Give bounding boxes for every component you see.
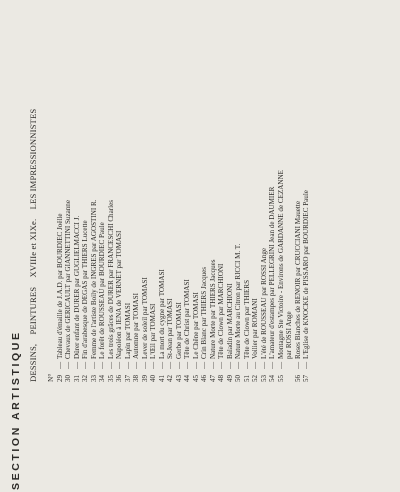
- list-item: [243, 10, 252, 382]
- item-text: Le forêt de ROUSSEAU par BOURDIEC Paule: [98, 222, 106, 359]
- item-text: Montagne Ste Victoire - Environs de GARDANNE de CEZANNE: [276, 170, 285, 359]
- item-dash: —: [149, 361, 157, 369]
- item-text: Le Chêne par TOMASI: [191, 292, 200, 359]
- item-dash: —: [64, 361, 72, 369]
- item-text: L'été de ROUSSEAU par ROSSI Ange: [259, 247, 268, 359]
- item-text: Lever de soleil par TOMASI: [140, 277, 149, 359]
- list-item: [260, 10, 269, 382]
- section-label: SECTION ARTISTIQUE: [10, 330, 22, 490]
- item-dash: —: [98, 361, 106, 369]
- list-item: [234, 10, 243, 382]
- header-dessins: DESSINS,: [28, 343, 38, 382]
- item-number: 30: [64, 374, 72, 382]
- item-dash: —: [174, 361, 183, 369]
- item-dash: —: [242, 361, 251, 369]
- item-number: 41: [157, 374, 166, 382]
- item-number: 55: [276, 374, 285, 382]
- item-number: 33: [89, 374, 98, 382]
- item-text: Nature Morte au Citron par RICCI M. T.: [234, 243, 242, 359]
- item-number: 39: [140, 374, 149, 382]
- item-dash: —: [55, 361, 64, 369]
- list-item: [90, 10, 99, 382]
- list-item: [302, 10, 311, 382]
- item-number: 34: [98, 374, 106, 382]
- item-dash: —: [200, 361, 208, 369]
- item-dash: —: [276, 361, 285, 369]
- item-dash: —: [72, 361, 81, 369]
- item-number: 44: [183, 374, 191, 382]
- header-peintures: PEINTURES: [28, 286, 38, 335]
- item-text: Chevaux de GERICAULT par GIANNETTINI Suzanne: [64, 200, 72, 359]
- list-item: [64, 10, 73, 382]
- list-item: [56, 10, 65, 382]
- item-number: 48: [217, 374, 225, 382]
- item-text: La mort du cygne par TOMASI: [157, 269, 166, 359]
- item-text: Lapin par TOMASI: [123, 302, 132, 359]
- list-item: [115, 10, 124, 382]
- list-item: [294, 10, 303, 382]
- item-dash: —: [166, 361, 174, 369]
- item-dash: —: [89, 361, 98, 369]
- item-text: Femme de l'artiste Boily de INGRES par AGOSTINI R.: [89, 199, 98, 359]
- item-text: Fin d'arabesque de DEGAS par THIERS Lucette: [81, 220, 89, 359]
- item-dash: —: [157, 361, 166, 369]
- item-number: 52: [251, 374, 259, 382]
- item-text: par ROSSI Ange: [285, 311, 293, 359]
- item-dash: —: [191, 361, 200, 369]
- list-item: [124, 10, 133, 382]
- list-item: [73, 10, 82, 382]
- list-item: [81, 10, 90, 382]
- item-text: St-Jean par TOMASI: [166, 298, 174, 359]
- item-dash: —: [302, 361, 310, 369]
- item-text: Les trois grâces de DURER par FRANCESCHI Charles: [106, 200, 115, 359]
- item-dash: —: [81, 361, 89, 369]
- item-number: 32: [81, 374, 89, 382]
- page-header: [28, 102, 38, 382]
- item-number: 35: [106, 374, 115, 382]
- item-dash: —: [251, 361, 259, 369]
- item-dash: —: [259, 361, 268, 369]
- item-number: 56: [293, 374, 302, 382]
- item-number: 47: [208, 374, 217, 382]
- item-number: 43: [174, 374, 183, 382]
- item-text: Dürer enfant de DURER par GUGLIELMACCI J.: [72, 215, 81, 359]
- item-text: Gerbe par TOMASI: [174, 302, 183, 359]
- item-dash: —: [268, 361, 276, 369]
- list-item: [251, 10, 260, 382]
- item-number: 29: [55, 374, 64, 382]
- item-number: 49: [225, 374, 234, 382]
- item-number: 45: [191, 374, 200, 382]
- item-number: 36: [115, 374, 123, 382]
- list-item: [107, 10, 116, 382]
- item-text: Roses Blanches de RENOIR par CRUCCIANI Mauette: [293, 200, 302, 359]
- list-item: [141, 10, 150, 382]
- item-number: 54: [268, 374, 276, 382]
- item-dash: —: [123, 361, 132, 369]
- list-item: [226, 10, 235, 382]
- list-item: [285, 10, 294, 382]
- item-dash: —: [115, 361, 123, 369]
- list-item: [158, 10, 167, 382]
- item-dash: —: [208, 361, 217, 369]
- list-item: [192, 10, 201, 382]
- header-siecles: XVIIIe et XIXe.: [28, 218, 38, 278]
- list-item: [217, 10, 226, 382]
- list-item: [183, 10, 192, 382]
- item-number: 42: [166, 374, 174, 382]
- item-text: Tableau d'émaille de J.A.D. par BOURDIEC Joëlle: [55, 213, 64, 359]
- list-item: [98, 10, 107, 382]
- list-item: [166, 10, 175, 382]
- item-dash: —: [225, 361, 234, 369]
- item-dash: —: [217, 361, 225, 369]
- item-dash: —: [293, 361, 302, 369]
- item-number: 46: [200, 374, 208, 382]
- list-item: [277, 10, 286, 382]
- item-text: Voilier par ROMANI: [251, 298, 259, 359]
- number-column-header: N°: [46, 373, 55, 382]
- item-text: Tête de Christ par TOMASI: [183, 279, 191, 359]
- item-dash: —: [140, 361, 149, 369]
- artwork-list: [47, 10, 311, 382]
- list-item: [200, 10, 209, 382]
- list-item: [268, 10, 277, 382]
- item-number: 57: [302, 374, 310, 382]
- item-dash: —: [234, 361, 242, 369]
- list-item: [175, 10, 184, 382]
- list-header-row: [47, 10, 56, 382]
- item-number: 38: [132, 374, 140, 382]
- item-number: 51: [242, 374, 251, 382]
- list-item: [132, 10, 141, 382]
- item-dash: —: [132, 361, 140, 369]
- item-text: Crin Blanc par THIERS Jacques: [200, 266, 208, 359]
- item-dash: —: [183, 361, 191, 369]
- item-number: 40: [149, 374, 157, 382]
- item-text: L'Œil par TOMASI: [149, 303, 157, 359]
- list-item: [209, 10, 218, 382]
- item-text: Napoléon à IENA de VERNET par TOMASI: [115, 230, 123, 359]
- item-text: Nature Morte par THIERS Jacques: [208, 259, 217, 359]
- item-text: L'Eglise de KNOCKE de PISSARO par BOURDIEC Paule: [302, 190, 310, 359]
- item-text: Automne par TOMASI: [132, 293, 140, 359]
- item-number: 53: [259, 374, 268, 382]
- item-number: 31: [72, 374, 81, 382]
- item-text: Tête de Clown par MARCHIONI: [217, 263, 225, 359]
- item-dash: —: [106, 361, 115, 369]
- item-number: 37: [123, 374, 132, 382]
- list-item: [149, 10, 158, 382]
- item-text: Baladin par MARCHIONI: [225, 283, 234, 359]
- item-text: Tête de Clown par THIERS: [242, 279, 251, 359]
- header-impressionnistes: LES IMPRESSIONNISTES: [28, 108, 38, 210]
- item-text: L'amateur d'estampes par PELLEGRINI Jean de DAUMIER: [268, 186, 276, 359]
- item-number: 50: [234, 374, 242, 382]
